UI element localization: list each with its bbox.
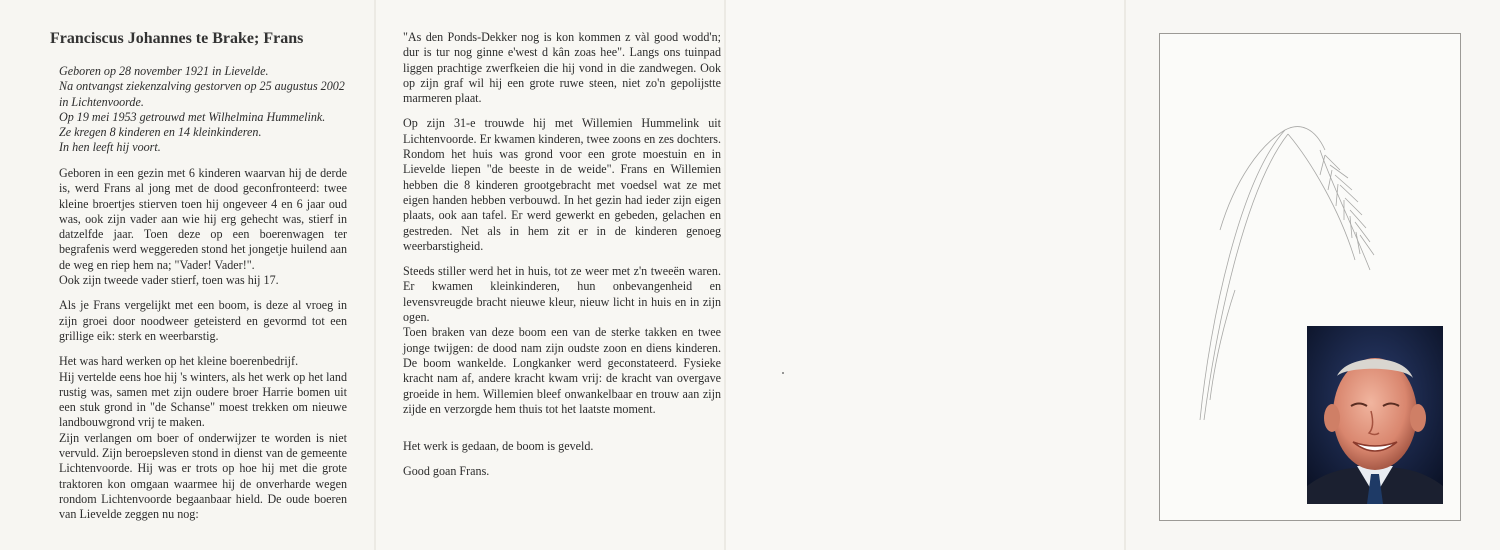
intro-block	[59, 64, 347, 156]
paragraph: Hij vertelde eens hoe hij 's winters, als het werk op het land rustig was, samen met zijn oudere broer Harrie bomen uit een stuk grond in "de Schanse" moest trekken om nieuwe landbouwgrond vrij te maken.	[59, 369, 347, 430]
paragraph: Toen braken van deze boom een van de sterke takken en twee jonge twijgen: de dood nam zijn oudste zoon en diens kinderen. De boom wankelde. Longkanker werd geconstateerd. Fysieke kracht nam af, andere kracht kwam vrij: de kracht van overgave groeide in hem. Willemien bleef onwankelbaar en trouw aan zijn zijde en verzorgde hem thuis tot het laatste moment.	[403, 325, 721, 416]
fold-line	[374, 0, 376, 550]
paragraph: Het was hard werken op het kleine boerenbedrijf.	[59, 354, 299, 369]
paragraph: Op zijn 31-e trouwde hij met Willemien Hummelink uit Lichtenvoorde. Er kwamen kinderen, twee zoons en zes dochters. Rondom het huis was grond voor een grote moestuin en in Lievelde liepen "de beeste in de weide". Frans en Willemien hebben die 8 kinderen grootgebracht met voedsel wat ze met eigen handen hebben verbouwd. In het gezin had ieder zijn eigen plaats, ook aan tafel. Er werd gewerkt en gebeden, gelachen en gestreden. Net als in hem zit er in de kinderen genoeg weerbarstigheid.	[403, 116, 721, 253]
portrait-photo	[1307, 326, 1443, 504]
paragraph: Zijn verlangen om boer of onderwijzer te worden is niet vervuld. Zijn beroepsleven stond in dienst van de gemeente Lichtenvoorde. Hij was er trots op hoe hij met die grote traktoren kon omgaan waarmee hij de onverharde wegen rondom Lichtenvoorde begaanbaar hield. De oude boeren van Lievelde zeggen nu nog:	[59, 430, 347, 522]
death-line: Na ontvangst ziekenzalving gestorven op 25 augustus 2002 in Lichtenvoorde.	[59, 79, 345, 109]
fold-line	[1124, 0, 1126, 550]
children-line: Ze kregen 8 kinderen en 14 kleinkinderen.	[59, 125, 262, 140]
fold-line	[724, 0, 726, 550]
deceased-name: Franciscus Johannes te Brake; Frans	[50, 30, 304, 47]
paragraph: Ook zijn tweede vader stierf, toen was hij 17.	[59, 273, 279, 288]
marriage-line: Op 19 mei 1953 getrouwd met Wilhelmina Hummelink.	[59, 109, 326, 124]
text-column-1	[59, 166, 347, 533]
paragraph: "As den Ponds-Dekker nog is kon kommen z vàl good wodd'n; dur is tur nog ginne e'west d kân zoas hee". Langs ons tuinpad liggen prachtige zwerfkeien die hij vond in die zandwegen. Ook op zijn graf wil hij een grote ruwe steen, niet zo'n gepolijstte marmeren plaat.	[403, 30, 721, 106]
paragraph: Steeds stiller werd het in huis, tot ze weer met z'n tweeën waren. Er kwamen kleinkinderen, hun onbevangenheid en levensvreugde bracht nieuwe kleur, nieuw licht in huis en in zijn ogen.	[403, 264, 721, 325]
birth-line: Geboren op 28 november 1921 in Lievelde.	[59, 64, 269, 78]
legacy-line: In hen leeft hij voort.	[59, 140, 161, 155]
paragraph: Als je Frans vergelijkt met een boom, is deze al vroeg in zijn groei door noodweer geteisterd en gevormd tot een grillige eik: sterk en weerbarstig.	[59, 298, 347, 343]
panel-blank	[725, 0, 1125, 550]
paragraph: Geboren in een gezin met 6 kinderen waarvan hij de derde is, werd Frans al jong met de dood geconfronteerd: twee kleine broertjes stierven toen hij ongeveer 4 en 6 jaar oud was, ook zijn vader aan wie hij erg gehecht was, stierf in datzelfde jaar. Toen deze op een boerenwagen ter begrafenis werd weggereden stond het jongetje huilend aan de weg en riep hem na; "Vader! Vader!".	[59, 166, 347, 272]
text-column-2	[403, 30, 721, 490]
farewell-line: Good goan Frans.	[403, 464, 490, 479]
speck	[782, 372, 784, 374]
closing-line: Het werk is gedaan, de boom is geveld.	[403, 439, 594, 454]
